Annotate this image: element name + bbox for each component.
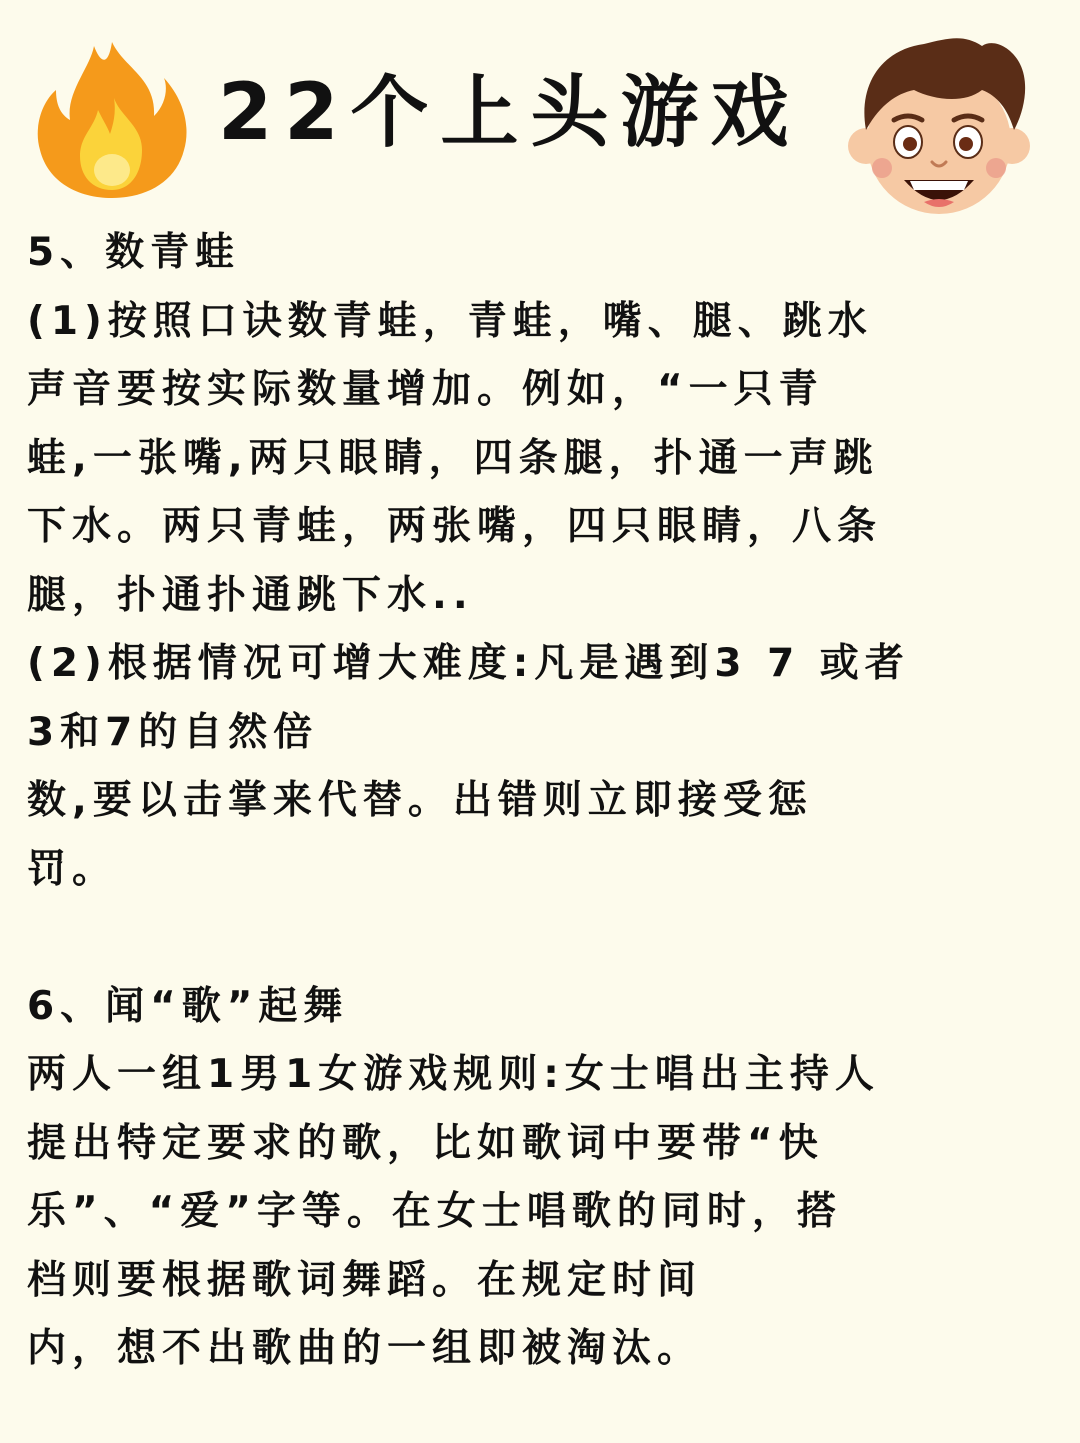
section-5-line: 腿，扑通扑通跳下水.. <box>27 572 474 618</box>
section-6-line: 乐”、“爱”字等。在女士唱歌的同时，搭 <box>27 1189 842 1234</box>
section-6-line: 档则要根据歌词舞蹈。在规定时间 <box>27 1257 703 1303</box>
smiling-boy-face-icon <box>844 34 1034 218</box>
section-6-line: 内，想不出歌曲的一组即被淘汰。 <box>27 1326 703 1371</box>
section-5-line: 数,要以击掌来代替。出错则立即接受惩 <box>27 778 813 823</box>
section-5-heading: 5、数青蛙 <box>27 230 241 275</box>
section-gap <box>27 904 1057 973</box>
section-5-line: 声音要按实际数量增加。例如，“一只青 <box>27 367 824 412</box>
fire-icon <box>34 38 190 198</box>
section-5-line: 3和7的自然倍 <box>27 709 319 755</box>
section-5-line: (2)根据情况可增大难度:凡是遇到3 7 或者 <box>27 641 910 686</box>
section-6-heading: 6、闻“歌”起舞 <box>27 983 349 1029</box>
section-5-line: 罚。 <box>27 846 118 892</box>
section-5-line: 蛙,一张嘴,两只眼睛，四条腿，扑通一声跳 <box>27 435 879 481</box>
section-5-line: 下水。两只青蛙，两张嘴，四只眼睛，八条 <box>27 504 883 549</box>
header <box>0 0 1080 225</box>
page-title: 22个上头游戏 <box>218 68 801 158</box>
section-5-line: (1)按照口诀数青蛙，青蛙，嘴、腿、跳水 <box>27 298 873 344</box>
section-6-line: 提出特定要求的歌，比如歌词中要带“快 <box>27 1120 824 1166</box>
article-body <box>27 219 1057 1384</box>
section-6-line: 两人一组1男1女游戏规则:女士唱出主持人 <box>27 1052 880 1097</box>
